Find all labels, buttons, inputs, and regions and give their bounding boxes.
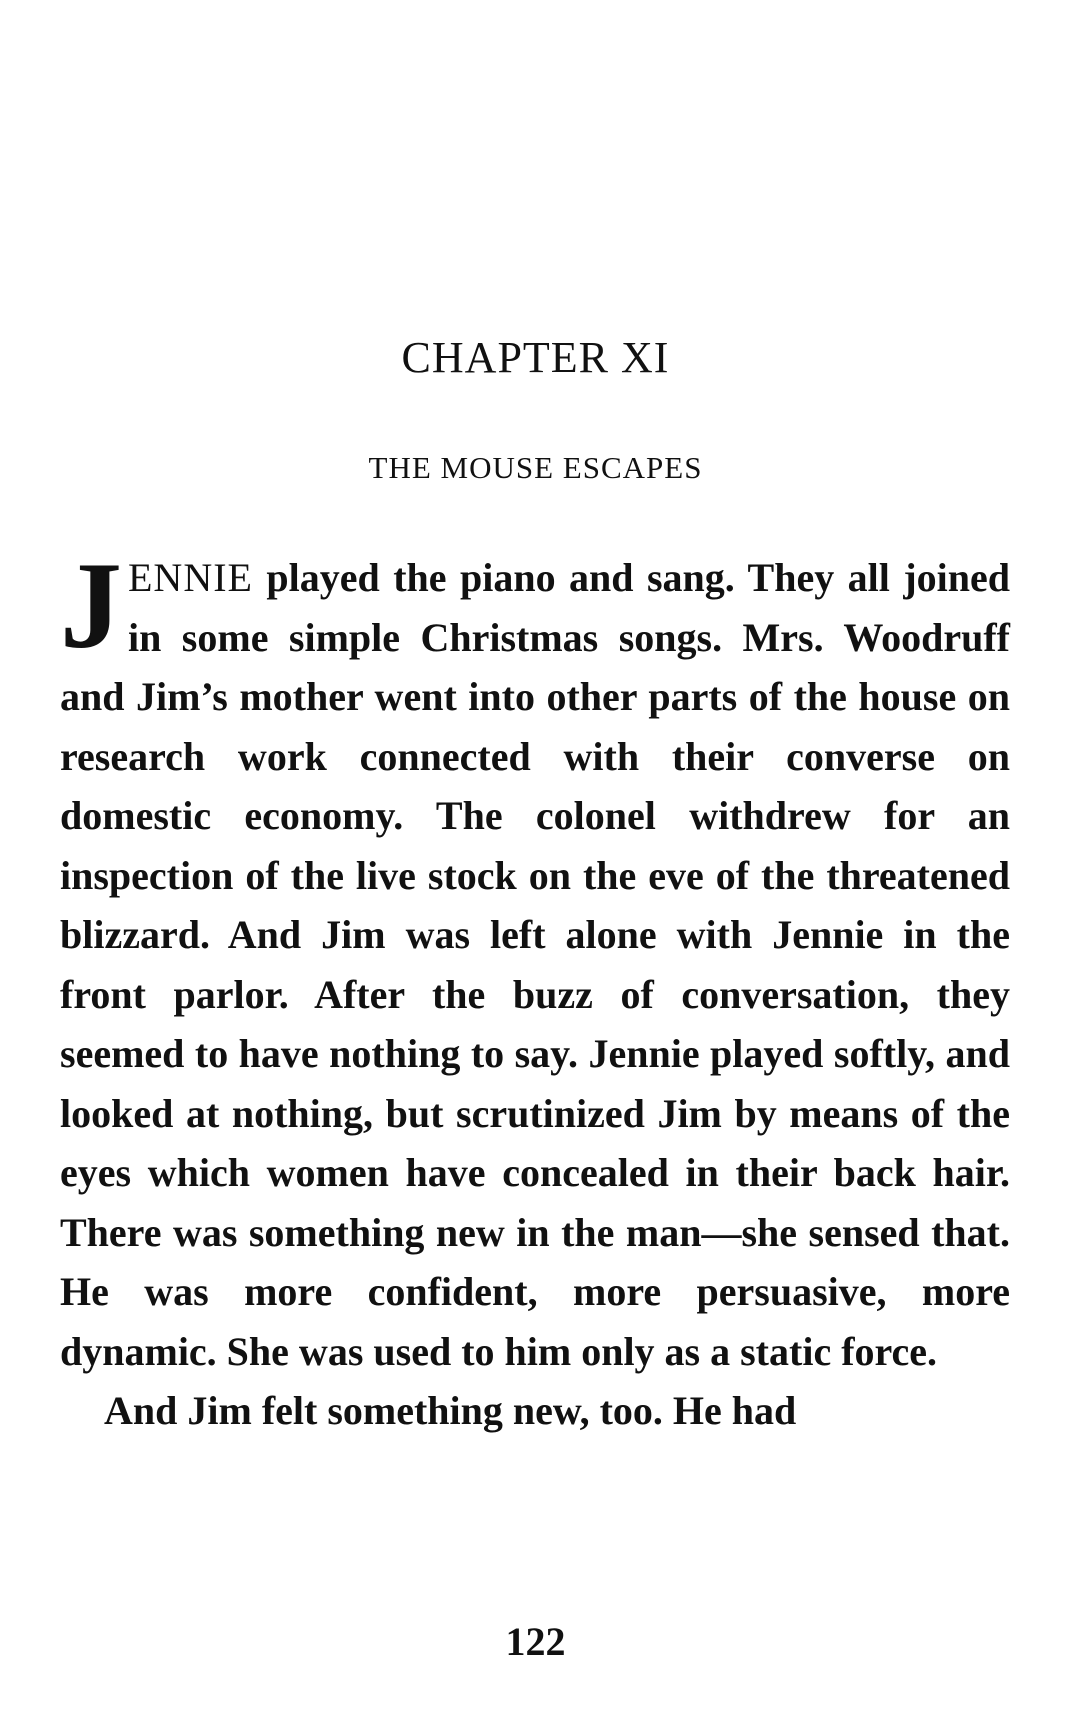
paragraph-2: And Jim felt something new, too. He had [104, 1388, 797, 1433]
drop-cap: J [60, 537, 122, 674]
chapter-body [60, 537, 1010, 1441]
paragraph-1 [60, 537, 1010, 1381]
chapter-title: THE MOUSE ESCAPES [368, 450, 703, 485]
opening-word: ENNIE [128, 555, 253, 600]
paragraph-1-text: played the piano and sang. They all joined in some simple Christmas songs. Mrs. Woodruff and Jim’s mother went into other parts of the house on research work connected with their converse on domestic economy. The colonel withdrew for an inspection of the live stock on the eve of the threatened blizzard. And Jim was left alone with Jennie in the front parlor. After the buzz of conversation, they seemed to have nothing to say. Jennie played softly, and looked at nothing, but scrutinized Jim by means of the eyes which women have concealed in their back hair. There was something new in the man—she sensed that. He was more confident, more persuasive, more dynamic. She was used to him only as a static force. [60, 555, 1010, 1374]
chapter-number: CHAPTER XI [401, 333, 670, 382]
page-number: 122 [505, 1619, 566, 1664]
